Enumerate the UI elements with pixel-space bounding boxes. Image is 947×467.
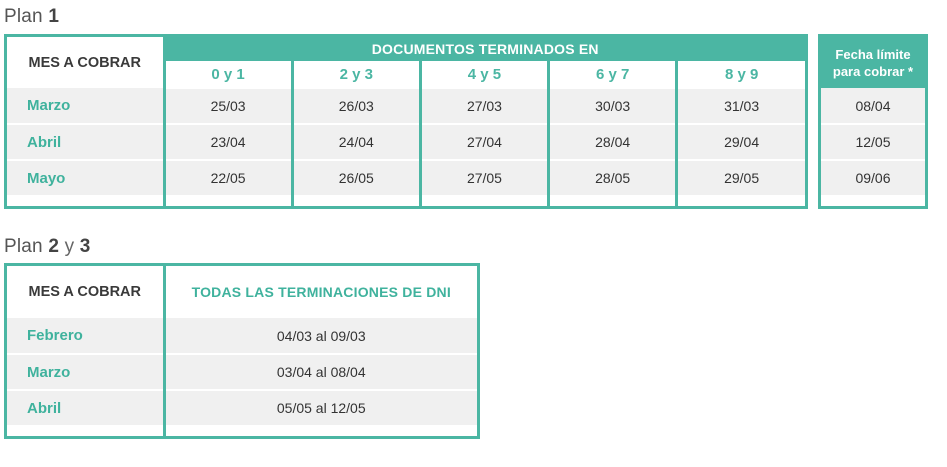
date-cell: 22/05	[164, 160, 292, 196]
table-row	[7, 354, 477, 390]
plan-1-title	[4, 6, 59, 28]
date-cell: 29/04	[677, 124, 805, 160]
month-label: Marzo	[7, 88, 164, 124]
column-header: 4 y 5	[420, 61, 548, 88]
column-header: 6 y 7	[549, 61, 677, 88]
plan-1-title-prefix: Plan	[4, 6, 43, 27]
month-label: Marzo	[7, 354, 164, 390]
table-row	[7, 88, 805, 124]
plan-2-3-table	[4, 263, 480, 439]
deadline-header-line2: para cobrar *	[832, 63, 914, 79]
month-label: Mayo	[7, 160, 164, 196]
date-cell: 27/04	[420, 124, 548, 160]
date-cell: 28/04	[549, 124, 677, 160]
date-cell: 24/04	[292, 124, 420, 160]
table-row	[7, 318, 477, 354]
table-row	[7, 124, 805, 160]
deadline-cell: 09/06	[821, 160, 925, 196]
table-row	[821, 124, 925, 160]
table-row	[821, 160, 925, 196]
table-row	[7, 160, 805, 196]
date-range-cell: 05/05 al 12/05	[164, 390, 477, 426]
plan-2-3-title-number-a: 2	[48, 236, 60, 257]
date-cell: 26/05	[292, 160, 420, 196]
table-row	[821, 88, 925, 124]
plan-1-title-number: 1	[48, 6, 60, 27]
plan-2-3-title-connector: y	[64, 236, 75, 257]
deadline-header	[821, 37, 925, 88]
date-range-cell: 03/04 al 08/04	[164, 354, 477, 390]
table-row	[7, 390, 477, 426]
date-cell: 25/03	[164, 88, 292, 124]
date-cell: 27/03	[420, 88, 548, 124]
month-label: Febrero	[7, 318, 164, 354]
date-cell: 30/03	[549, 88, 677, 124]
plan-2-3-title-number-b: 3	[79, 236, 91, 257]
deadline-cell: 08/04	[821, 88, 925, 124]
deadline-cell: 12/05	[821, 124, 925, 160]
group-header: DOCUMENTOS TERMINADOS EN	[164, 37, 805, 61]
date-range-cell: 04/03 al 09/03	[164, 318, 477, 354]
month-label: Abril	[7, 390, 164, 426]
date-cell: 31/03	[677, 88, 805, 124]
month-label: Abril	[7, 124, 164, 160]
column-header: 0 y 1	[164, 61, 292, 88]
all-terminations-header: TODAS LAS TERMINACIONES DE DNI	[164, 266, 477, 318]
plan-1-table	[4, 34, 808, 209]
deadline-table	[818, 34, 928, 209]
corner-label: MES A COBRAR	[7, 266, 164, 318]
column-header: 2 y 3	[292, 61, 420, 88]
date-cell: 26/03	[292, 88, 420, 124]
corner-label: MES A COBRAR	[7, 37, 164, 88]
plan-2-3-title	[4, 236, 91, 258]
column-header: 8 y 9	[677, 61, 805, 88]
date-cell: 27/05	[420, 160, 548, 196]
date-cell: 28/05	[549, 160, 677, 196]
deadline-header-line1: Fecha límite	[835, 46, 911, 62]
plan-2-3-title-prefix: Plan	[4, 236, 43, 257]
date-cell: 23/04	[164, 124, 292, 160]
date-cell: 29/05	[677, 160, 805, 196]
